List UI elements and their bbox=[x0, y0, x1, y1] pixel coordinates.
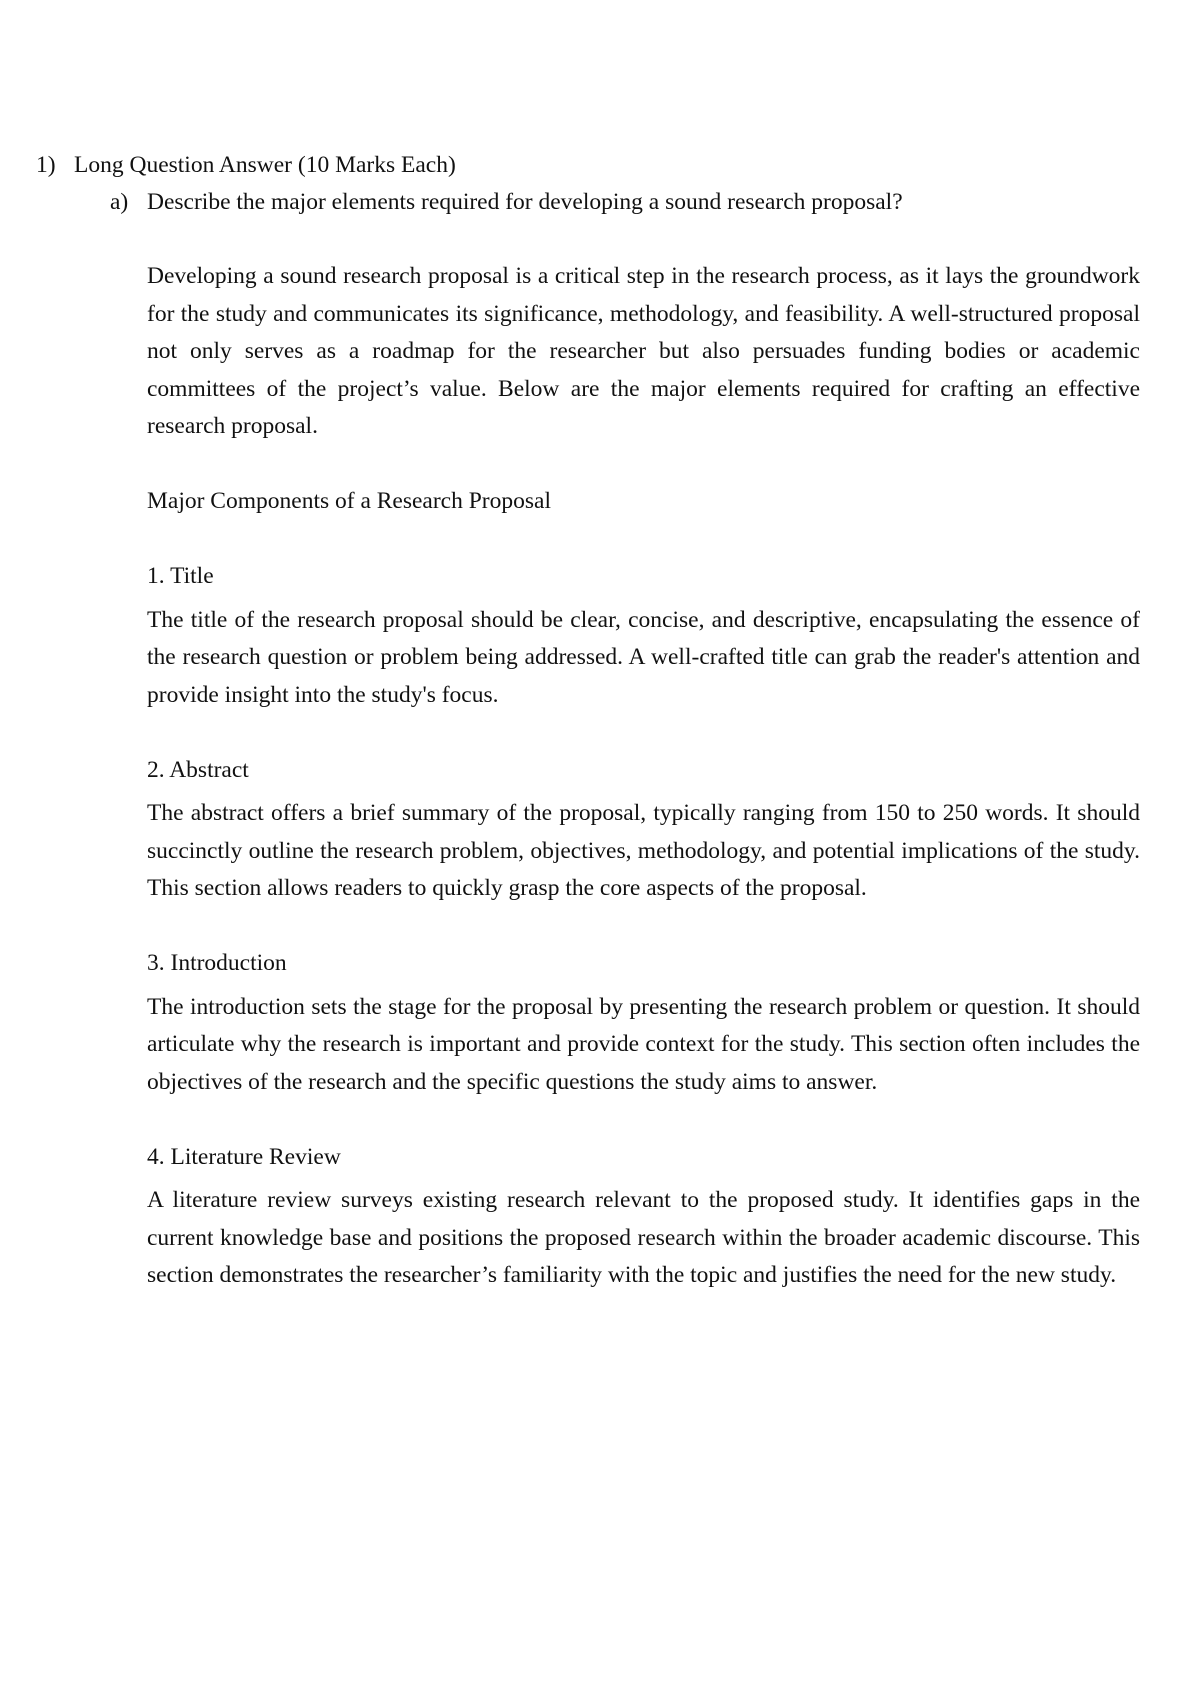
section-heading: 4. Literature Review bbox=[147, 1143, 341, 1170]
question-heading bbox=[36, 149, 456, 181]
section-body: A literature review surveys existing research relevant to the proposed study. It identifies gaps in the current knowledge base and positions the proposed research within the broader academic discourse. This section demonstrates the researcher’s familiarity with the topic and justifies the need for the new study. bbox=[147, 1187, 1140, 1288]
section-heading: 2. Abstract bbox=[147, 756, 249, 783]
sub-question-text: Describe the major elements required for developing a sound research proposal? bbox=[147, 189, 903, 215]
section-heading: 3. Introduction bbox=[147, 950, 287, 976]
sub-question-label: a) bbox=[110, 189, 129, 215]
section-heading: 1. Title bbox=[147, 563, 214, 589]
components-heading: Major Components of a Research Proposal bbox=[147, 488, 551, 514]
intro-paragraph: Developing a sound research proposal is a critical step in the research process, as it lays the groundwork for the study and communicates its significance, methodology, and feasibility. A well-structured proposal not only serves as a roadmap for the researcher but also persuades funding bodies or academic committees of the project’s value. Below are the major elements required for crafting an effective research proposal. bbox=[147, 263, 1140, 439]
sub-question bbox=[110, 186, 903, 218]
section-introduction bbox=[147, 945, 1140, 1101]
answer-content bbox=[147, 258, 1140, 1295]
question-number: 1) bbox=[36, 152, 56, 178]
question-title: Long Question Answer (10 Marks Each) bbox=[74, 152, 456, 178]
section-body: The abstract offers a brief summary of the proposal, typically ranging from 150 to 250 words. It should succinctly outline the research problem, objectives, methodology, and potential implications of the study. This section allows readers to quickly grasp the core aspects of the proposal. bbox=[147, 800, 1140, 901]
section-literature-review bbox=[147, 1139, 1140, 1295]
section-body: The title of the research proposal should be clear, concise, and descriptive, encapsulating the essence of the research question or problem being addressed. A well-crafted title can grab the reader's attention and provide insight into the study's focus. bbox=[147, 606, 1140, 708]
section-abstract bbox=[147, 752, 1140, 908]
section-title bbox=[147, 558, 1140, 714]
section-body: The introduction sets the stage for the proposal by presenting the research problem or question. It should articulate why the research is important and provide context for the study. This section often includes the objectives of the research and the specific questions the study aims to answer. bbox=[147, 993, 1140, 1095]
